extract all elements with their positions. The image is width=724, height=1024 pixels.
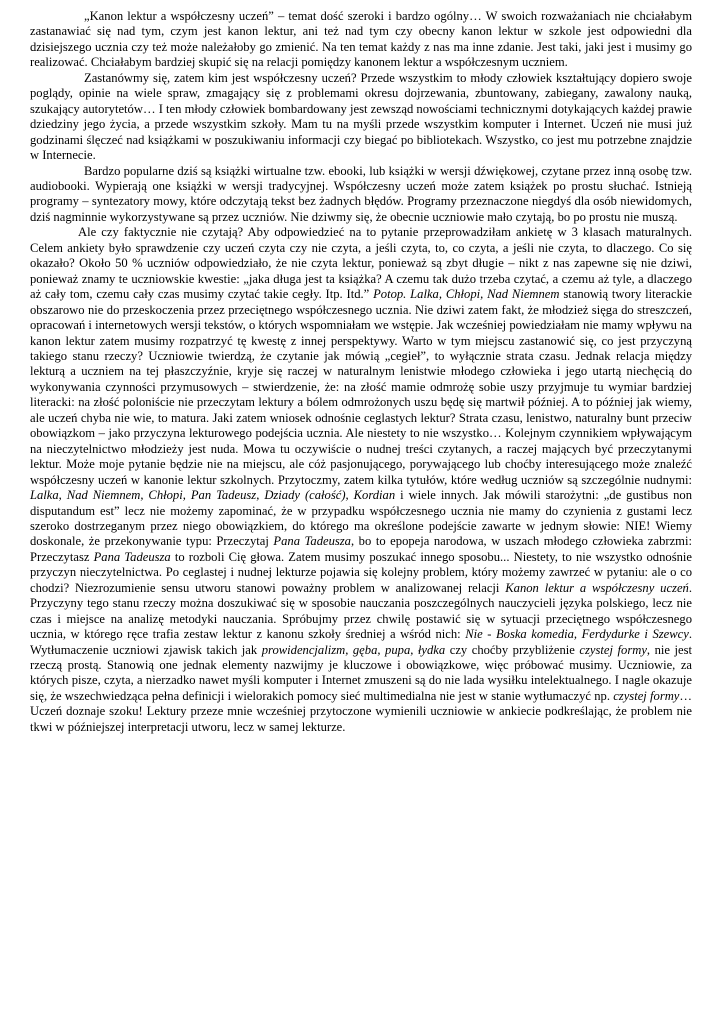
italic-title-text: Potop. Lalka, Chłopi, Nad Niemnem — [373, 287, 560, 302]
paragraph-text: …Uczeń doznaje szoku! Lektury przeze mnie wcześniej przytoczone wymienili uczniowie w ankiecie podkreślając, że problem nie tkwi w późniejszej interpretacji utworu, lecz w samej lekturze. — [30, 688, 692, 734]
italic-title-text: Nie - Boska komedia, Ferdydurke i Szewcy — [465, 627, 689, 642]
italic-title-text: czystej formy — [579, 642, 647, 657]
paragraph-text: , nie jest rzeczą prostą. Stanowią one jednak elementy nazwijmy je kluczowe i obowiązkowe, więc próbować musimy. Uczniowie, za których pisze, czyta, a nierzadko nawet myśli komputer i Internet zmuszeni są do nie lada wysiłku intelektualnego. I nagle okazuje się, że wszechwiedząca pełna definicji i wielorakich pomocy sieć multimedialna nie jest w stanie wytłumaczyć np. — [30, 642, 692, 703]
paragraph-text: Ale czy faktycznie nie czytają? Aby odpowiedzieć na to pytanie przeprowadziłam ankietę w 3 klasach maturalnych. Celem ankiety było sprawdzenie czy uczeń czyta czy nie czyta, a jeśli czyta, to, co czyta, a jeśli nie czyta, to dlaczego. Co się okazało? Około 50 % uczniów odpowiedziało, że nie czyta lektur, ponieważ są zbyt długie – nikt z nas zapewne się nie dziwi, ponieważ znamy te uczniowskie kwestie: „jaka długa jest ta książka? A czemu tak dużo trzeba czytać, a czemu aż tyle, a dlaczego aż cały tom, czemu cały czas musimy czytać takie cegły. Itp. Itd.” — [30, 225, 692, 302]
paragraph-ebooks — [30, 164, 692, 226]
italic-title-text: czystej formy — [613, 688, 680, 703]
paragraph-text: „Kanon lektur a współczesny uczeń” – temat dość szeroki i bardzo ogólny… W swoich rozważaniach nie chciałabym zastanawiać się nad tym, czym jest kanon lektur, ani też nad tym czy obecny kanon lektur w szkole jest odpowiedni dla dzisiejszego ucznia czy też może należałoby go zmienić. Na ten temat każdy z nas ma inne zdanie. Jest taki, jaki jest i musimy go realizować. Chciałabym bardziej skupić się na relacji pomiędzy kanonem lektur a współczesnym uczniem. — [30, 9, 692, 70]
paragraph-text: . Wytłumaczenie uczniowi zjawisk takich jak — [30, 627, 692, 657]
paragraph-text: . Przyczyny tego stanu rzeczy można doszukiwać się w sposobie nauczania poszczególnych nauczycieli języka polskiego, lecz nie czas i miejsce na analizę metodyki nauczania. Spróbujmy przez chwilę postawić się w sytuacji przeciętnego współczesnego ucznia, w którego ręce trafia zestaw lektur z kanonu szkoły średniej a wśród nich: — [30, 580, 692, 642]
paragraph-survey — [30, 225, 692, 735]
italic-title-text: Kanon lektur a współczesny uczeń — [505, 580, 689, 595]
paragraph-text: to rozboli Cię głowa. Zatem musimy poszukać innego sposobu... Niestety, to nie wszystko odnośnie przyczyn nieczytelnictwa. Po ceglastej i nudnej lekturze pojawia się kolejny problem, który możemy zawrzeć w pytaniu: ale o co chodzi? Niezrozumienie sensu utworu stanowi poważny problem w analizowanej relacji — [30, 549, 692, 595]
paragraph-who-is-student — [30, 71, 692, 164]
italic-title-text: Pana Tadeusza — [93, 549, 171, 564]
paragraph-text: czy choćby przybliżenie — [445, 642, 580, 657]
document-page — [30, 9, 692, 735]
italic-title-text: Lalka, Nad Niemnem, Chłopi, Pan Tadeusz, Dziady (całość), Kordian — [30, 488, 396, 503]
paragraph-text: Zastanówmy się, zatem kim jest współczesny uczeń? Przede wszystkim to młody człowiek kształtujący dopiero swoje poglądy, opinie na wiele spraw, zmagający się z problemami okresu dojrzewania, zbuntowany, zabiegany, zawalony nauką, szukający autorytetów… I ten młody człowiek bombardowany jest zewsząd nowościami technicznymi dotykających każdej prawie dziedziny jego życia, a przede wszystkim szkoły. Mam tu na myśli przede wszystkim komputer i Internet. Uczeń nie musi już godzinami ślęczeć nad książkami w poszukiwaniu informacji czy biegać po bibliotekach. Wszystko, co jest mu potrzebne znajdzie w Internecie. — [30, 70, 692, 163]
italic-title-text: prowidencjalizm, gęba, pupa, łydka — [261, 642, 446, 657]
italic-title-text: Pana Tadeusza — [273, 534, 351, 549]
paragraph-text: stanowią twory literackie obszarowo nie do przeskoczenia przez przeciętnego współczesnego ucznia. Nie dziwi zatem fakt, że młodzież sięga do streszczeń, opracowań i internetowych wersji tekstów, o których wspomniałam we wstępie. Jak wcześniej powiedziałam nie mamy wpływu na kanon lektur zatem musimy rozpatrzyć tę kwestę z innej perspektywy. Warto w tym miejscu zastanowić się, co jest przyczyną takiego stanu rzeczy? Uczniowie twierdzą, że czytanie jak mówią „cegieł”, to wyłącznie strata czasu. Jednak relacja między lekturą a uczniem na tej płaszczyźnie, kryje się raczej w naturalnym lenistwie młodego człowieka i jego utartą niechęcią do wykonywania czynności przymusowych – stwierdzenie, że: na złość mamie odmrożę sobie uszy przyjmuje tu wymiar bardziej literacki: na złość poloniście nie przeczytam lektury a bólem odmrożonych uszu będę się martwił później. A to później jak wiemy, ale uczeń chyba nie wie, to matura. Jaki zatem wniosek odnośnie ceglastych lektur? Strata czasu, lenistwo, naturalny bunt przeciw obowiązkom – jako przyczyna lekturowego podejścia ucznia. Ale niestety to nie wszystko… Kolejnym czynnikiem wpływającym na nieczytelnictwo młodzieży jest nuda. Mowa tu oczywiście o nudnej treści czytanych, a raczej mających być przeczytanymi lektur. Może moje pytanie będzie nie na miejscu, ale cóż pasjonującego, porywającego lub choćby interesującego może znaleźć współczesny uczeń w kanonie lektur szkolnych. Przytoczmy, zatem kilka tytułów, które według uczniów są szczególnie nudnymi: — [30, 287, 692, 487]
paragraph-text: Bardzo popularne dziś są książki wirtualne tzw. ebooki, lub książki w wersji dźwiękowej, czytane przez inną osobę tzw. audiobooki. Wypierają one książki w wersji tradycyjnej. Współczesny uczeń może zatem książek po prostu słuchać. Istnieją programy – syntezatory mowy, które odczytają tekst bez żadnych błędów. Programy przeznaczone niegdyś dla osób niewidomych, dziś nagminnie wykorzystywane są przez uczniów. Nie dziwmy się, że obecnie uczniowie mało czytają, bo po prostu nie muszą. — [30, 163, 692, 224]
paragraph-text: i wiele innych. Jak mówili starożytni: „de gustibus non disputandum est” lecz nie możemy zapominać, że w przypadku współczesnego ucznia nie mamy do czynienia z gustami lecz szeroko dostrzeganym przez niego obowiązkiem, do którego ma określone podejście zawarte w jednym słowie: NIE! Wiemy doskonale, że przekonywanie typu: Przeczytaj — [30, 488, 692, 549]
paragraph-text: , bo to epopeja narodowa, w uszach młodego człowieka zabrzmi: Przeczytasz — [30, 534, 692, 564]
paragraph-intro — [30, 9, 692, 71]
